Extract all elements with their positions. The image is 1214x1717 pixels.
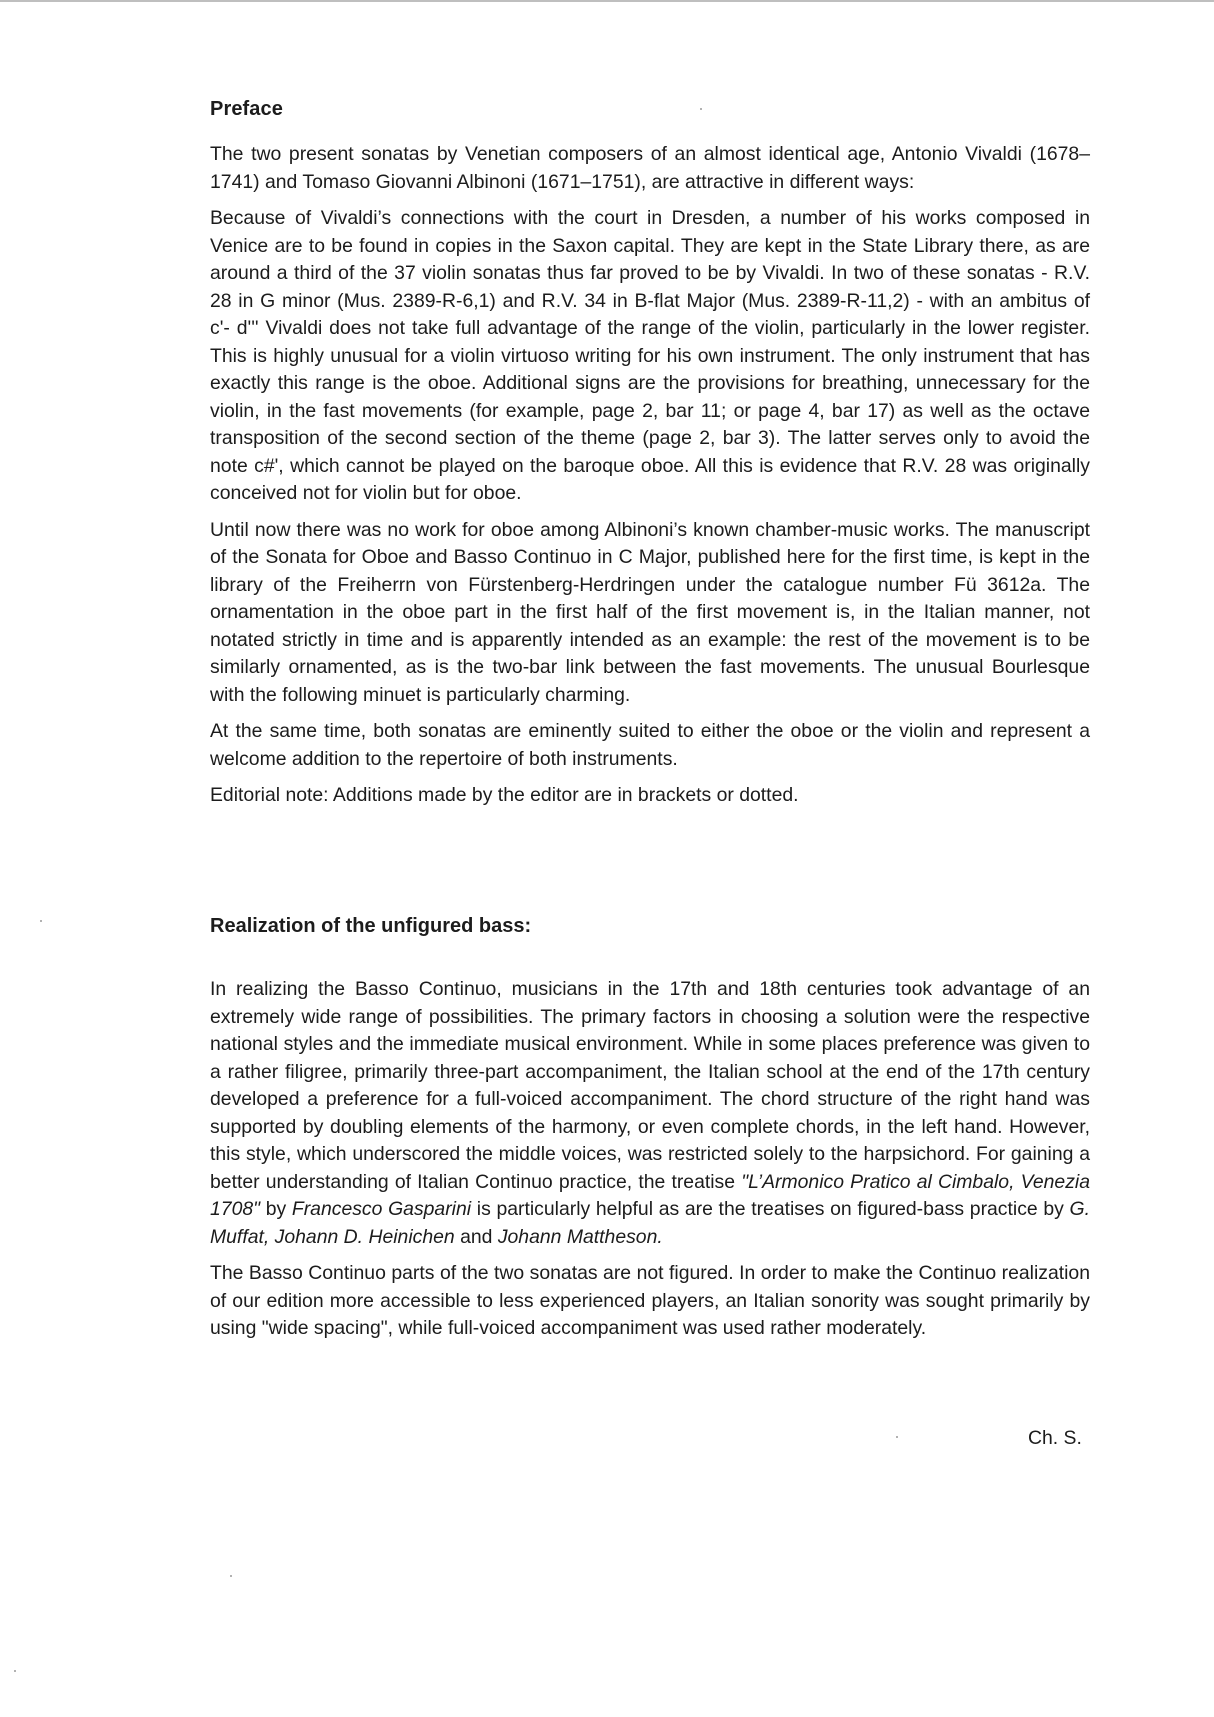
scan-speck	[700, 108, 702, 110]
author-mattheson: Johann Mattheson.	[497, 1225, 663, 1248]
realization-section	[210, 915, 1090, 1352]
realization-text-b: is particularly helpful as are the treatises on figured-bass practice by	[471, 1198, 1070, 1220]
preface-paragraph-4: At the same time, both sonatas are eminently suited to either the oboe or the violin and represent a welcome addition to the repertoire of both instruments.	[210, 720, 1090, 770]
scan-speck	[14, 1670, 16, 1672]
author-gasparini: Francesco Gasparini	[291, 1198, 472, 1220]
realization-text-by: by	[260, 1198, 292, 1220]
realization-paragraph-2: The Basso Continuo parts of the two sonatas are not figured. In order to make the Continuo realization of our edition more accessible to less experienced players, an Italian sonority was sought primarily by using "wide spacing", while full-voiced accompaniment was used rather moderately.	[210, 1262, 1090, 1339]
treatise-title: "L’Armonico Pratico al Cimbalo, Venezia 1708"	[210, 1170, 1090, 1220]
scan-edge	[0, 0, 1214, 2]
scan-speck	[230, 1575, 232, 1577]
preface-paragraph-3: Until now there was no work for oboe among Albinoni’s known chamber-music works. The manuscript of the Sonata for Oboe and Basso Continuo in C Major, published here for the first time, is kept in the library of the Freiherrn von Fürstenberg-Herdringen under the catalogue number Fü 3612a. The ornamentation in the oboe part in the first half of the first movement is, in the Italian manner, not notated strictly in time and is apparently intended as an example: the rest of the movement is to be similarly ornamented, as is the two-bar link between the fast movements. The unusual Bourlesque with the following minuet is particularly charming.	[210, 518, 1090, 706]
scan-speck	[40, 920, 42, 922]
preface-paragraph-2: Because of Vivaldi’s connections with the court in Dresden, a number of his works composed in Venice are to be found in copies in the Saxon capital. They are kept in the State Library there, as are around a third of the 37 violin sonatas thus far proved to be by Vivaldi. In two of these sonatas - R.V. 28 in G minor (Mus. 2389-R-6,1) and R.V. 34 in B-flat Major (Mus. 2389-R-11,2) - with an ambitus of c'- d''' Vivaldi does not take full advantage of the range of the violin, particularly in the lower register. This is highly unusual for a violin virtuoso writing for his own instrument. The only instrument that has exactly this range is the oboe. Additional signs are the provisions for breathing, unnecessary for the violin, in the fast movements (for example, page 2, bar 11; or page 4, bar 17) as well as the octave transposition of the second section of the theme (page 2, bar 3). The latter serves only to avoid the note c#', which cannot be played on the baroque oboe. All this is evidence that R.V. 28 was originally conceived not for violin but for oboe.	[210, 207, 1090, 504]
preface-paragraph-1: The two present sonatas by Venetian composers of an almost identical age, Antonio Vivaldi (1678–1741) and Tomaso Giovanni Albinoni (1671–1751), are attractive in different ways:	[210, 143, 1090, 193]
preface-title: Preface	[210, 98, 283, 120]
editorial-note: Editorial note: Additions made by the editor are in brackets or dotted.	[210, 784, 799, 806]
realization-text-a: In realizing the Basso Continuo, musicians in the 17th and 18th centuries took advantage of an extremely wide range of possibilities. The primary factors in choosing a solution were the respective national styles and the immediate musical environment. While in some places preference was given to a rather filigree, primarily three-part accompaniment, the Italian school at the end of the 17th century developed a preference for a full-voiced accompaniment. The chord structure of the right hand was supported by doubling elements of the harmony, or even complete chords, in the left hand. However, this style, which underscored the middle voices, was restricted solely to the harpsichord. For gaining a better understanding of Italian Continuo practice, the treatise	[210, 978, 1090, 1193]
realization-text-and: and	[454, 1225, 498, 1248]
signature: Ch. S.	[1028, 1427, 1082, 1449]
authors-muffat-heinichen: G. Muffat, Johann D. Heinichen	[210, 1198, 1090, 1248]
realization-title: Realization of the unfigured bass:	[210, 915, 532, 937]
realization-paragraph-1	[210, 976, 1090, 1251]
preface-section	[210, 98, 1090, 819]
scan-speck	[896, 1436, 898, 1438]
